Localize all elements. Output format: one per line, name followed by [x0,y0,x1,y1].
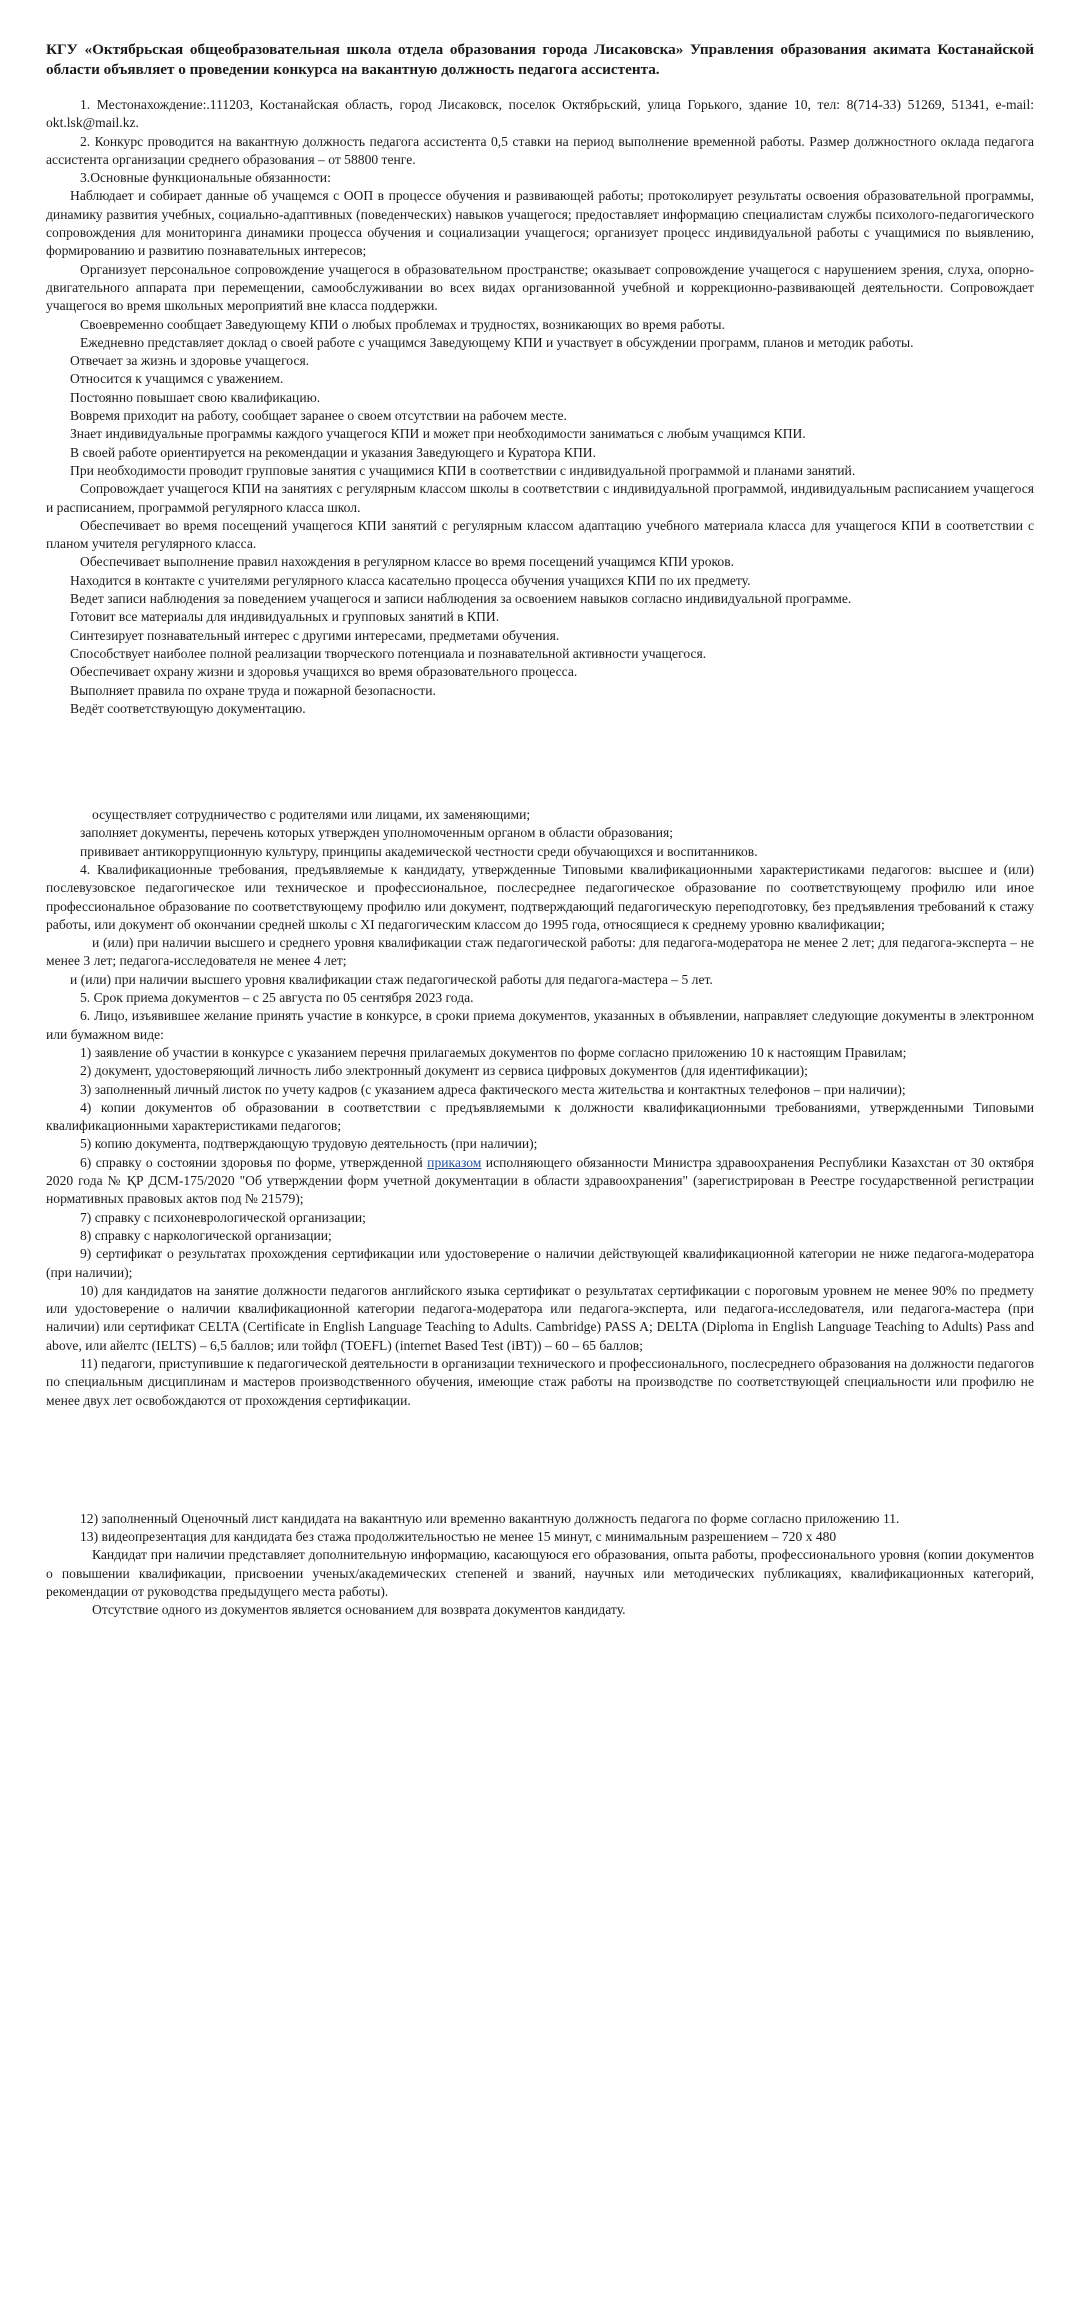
list-item-text: исполняющего обязанности Министра здравоохранения Республики Казахстан от 30 октября 2020 года № ҚР ДСМ-175/2020 "Об утверждении форм учетной документации в области здравоохранения" (зарегистрирован в Реестре государственной регистрации нормативных правовых актов под № 21579); [46,1154,1034,1207]
paragraph-qualification: и (или) при наличии высшего и среднего уровня квалификации стаж педагогической работы: для педагога-модератора не менее 2 лет; для педагога-эксперта – не менее 3 лет; педагога-исследователя не менее 4 лет; [46,935,1034,969]
blank-space [46,1410,1034,1510]
paragraph-duty: Вовремя приходит на работу, сообщает заранее о своем отсутствии на рабочем месте. [70,408,567,424]
paragraph-duty: При необходимости проводит групповые занятия с учащимися КПИ в соответствии с индивидуальной программой и планами занятий. [70,462,856,478]
paragraph-location: 1. Местонахождение:.111203, Костанайская область, город Лисаковск, поселок Октябрьский, улица Горького, здание 10, тел: 8(714-33) 51269, 51341, e-mail: okt.lsk@mail.kz. [46,97,1034,131]
list-item: 8) справку с наркологической организации; [80,1227,332,1243]
list-item: 7) справку с психоневрологической организации; [80,1209,366,1225]
order-link[interactable]: приказом [427,1154,482,1170]
paragraph-duty: Способствует наиболее полной реализации творческого потенциала и познавательной активности учащегося. [70,645,707,661]
paragraph-competition: 2. Конкурс проводится на вакантную должность педагога ассистента 0,5 ставки на период выполнение временной работы. Размер должностного оклада педагога ассистента организации среднего образования – от 58800 тенге. [46,133,1034,167]
paragraph-qualification: 4. Квалификационные требования, предъявляемые к кандидату, утвержденные Типовыми квалификационными характеристиками педагогов: высшее и (или) послевузовское педагогическое или техническое и профессиональное, послесреднее педагогическое образование по соответствующему профилю или иное профессиональное образование по соответствующему профилю или документ, подтверждающий педагогическую переподготовку, без предъявления требований к стажу работы, или документ об окончании средней школы с XI педагогическим классом до 1995 года, относящиеся к среднему уровню квалификации; [46,861,1034,932]
paragraph-duty: Синтезирует познавательный интерес с другими интересами, предметами обучения. [70,627,560,643]
paragraph-duty: Ведет записи наблюдения за поведением учащегося и записи наблюдения за освоением навыков согласно индивидуальной программе. [70,591,852,607]
paragraph-documents-intro: 6. Лицо, изъявившее желание принять участие в конкурсе, в сроки приема документов, указанных в объявлении, направляет следующие документы в электронном или бумажном виде: [46,1008,1034,1042]
list-item: 11) педагоги, приступившие к педагогической деятельности в организации технического и профессионального, послесреднего образования на должности педагогов по специальным дисциплинам и мастеров производственного обучения, имеющие стаж работы на производстве по соответствующей специальности или профилю не менее двух лет освобождаются от прохождения сертификации. [46,1356,1034,1408]
paragraph-duty: В своей работе ориентируется на рекомендации и указания Заведующего и Куратора КПИ. [70,444,596,460]
paragraph-duty: Постоянно повышает свою квалификацию. [70,389,321,405]
document-page [46,40,1034,1620]
paragraph-duty: Обеспечивает охрану жизни и здоровья учащихся во время образовательного процесса. [70,664,578,680]
paragraph-qualification: и (или) при наличии высшего уровня квалификации стаж педагогической работы для педагога-мастера – 5 лет. [70,971,713,987]
paragraph-duty: Организует персональное сопровождение учащегося в образовательном пространстве; оказывает сопровождение учащегося с нарушением зрения, слуха, опорно-двигательного аппарата при перемещении, самообслуживании во всех видах организованной учебной и коррекционно-развивающей деятельности. Сопровождает учащегося во время школьных мероприятий вне класса поддержки. [46,261,1034,314]
paragraph-duty: Готовит все материалы для индивидуальных и групповых занятий в КПИ. [70,609,500,625]
list-item: 10) для кандидатов на занятие должности педагогов английского языка сертификат о результатах сертификации с пороговым уровнем не менее 90% по предмету или удостоверение о наличии квалификационной категории педагога-модератора или педагога-эксперта, или педагога-исследователя, или педагога-мастера (при наличии) или сертификат CELTA (Certificate in English Language Teaching to Adults. Cambridge) PASS A; DELTA (Diploma in English Language Teaching to Adults) Pass and above, или айелтс (IELTS) – 6,5 баллов; или тойфл (TOEFL) (internet Based Test (iBT)) – 60 – 65 баллов; [46,1282,1034,1353]
paragraph-duty: Находится в контакте с учителями регулярного класса касательно процесса обучения учащихся КПИ по их предмету. [70,572,751,588]
list-item: 9) сертификат о результатах прохождения сертификации или удостоверение о наличии действующей квалификационной категории не ниже педагога-модератора (при наличии); [46,1246,1034,1280]
list-item: 3) заполненный личный листок по учету кадров (с указанием адреса фактического места жительства и контактных телефонов – при наличии); [80,1081,906,1097]
paragraph-duty: Своевременно сообщает Заведующему КПИ о любых проблемах и трудностях, возникающих во время работы. [80,316,725,332]
paragraph-duty: Обеспечивает во время посещений учащегося КПИ занятий с регулярным классом адаптацию учебного материала класса для учащегося КПИ в соответствии с планом учителя регулярного класса. [46,517,1034,552]
paragraph-duty: Относится к учащимся с уважением. [70,371,284,387]
list-item: 5) копию документа, подтверждающую трудовую деятельность (при наличии); [80,1136,538,1152]
paragraph-duty: осуществляет сотрудничество с родителями или лицами, их заменяющими; [92,807,531,823]
list-item: 1) заявление об участии в конкурсе с указанием перечня прилагаемых документов по форме согласно приложению 10 к настоящим Правилам; [80,1044,907,1060]
paragraph-duty: Наблюдает и собирает данные об учащемся с ООП в процессе обучения и развивающей работы; протоколирует результаты освоения образовательной программы, динамику развития учебных, социально-адаптивных (поведенческих) навыков учащегося; предоставляет информацию специалистам службы психолого-педагогического сопровождения для мониторинга динамики процесса обучения и социализации учащегося; организует процесс индивидуальной работы с учащимися по выявлению, формированию и развитию познавательных интересов; [46,188,1034,259]
paragraph-duty: Выполняет правила по охране труда и пожарной безопасности. [70,682,436,698]
paragraph-duty: Ведёт соответствующую документацию. [70,700,306,716]
paragraph-missing-documents: Отсутствие одного из документов является основанием для возврата документов кандидату. [92,1602,626,1618]
list-item: 13) видеопрезентация для кандидата без стажа продолжительностью не менее 15 минут, с минимальным разрешением – 720 x 480 [80,1529,837,1545]
list-item: 2) документ, удостоверяющий личность либо электронный документ из сервиса цифровых документов (для идентификации); [80,1063,808,1079]
list-item [46,1154,1034,1209]
paragraph-duty: Знает индивидуальные программы каждого учащегося КПИ и может при необходимости заниматься с любым учащимся КПИ. [70,426,806,442]
list-item: 4) копии документов об образовании в соответствии с предъявляемыми к должности квалификационными требованиями, утвержденными Типовыми квалификационными характеристиками педагогов; [46,1099,1034,1134]
paragraph-duty: Сопровождает учащегося КПИ на занятиях с регулярным классом школы в соответствии с индивидуальной программой, индивидуальным расписанием учащегося и расписанием, программой регулярного класса школ. [46,481,1034,515]
document-title: КГУ «Октябрьская общеобразовательная школа отдела образования города Лисаковска» Управления образования акимата Костанайской области объявляет о проведении конкурса на вакантную должность педагога ассистента. [46,41,1034,78]
paragraph-duty: Отвечает за жизнь и здоровье учащегося. [70,353,310,369]
paragraph-duty: прививает антикоррупционную культуру, принципы академической честности среди обучающихся и воспитанников. [80,843,758,859]
paragraph-duty: Ежедневно представляет доклад о своей работе с учащимся Заведующему КПИ и участвует в обсуждении программ, планов и методик работы. [80,334,914,350]
list-item: 12) заполненный Оценочный лист кандидата на вакантную или временно вакантную должность педагога по форме согласно приложению 11. [80,1510,900,1526]
paragraph-duty: заполняет документы, перечень которых утвержден уполномоченным органом в области образования; [80,825,674,841]
list-item-text: 6) справку о состоянии здоровья по форме, утвержденной [80,1154,428,1170]
paragraph-additional-info: Кандидат при наличии представляет дополнительную информацию, касающуюся его образования, опыта работы, профессионального уровня (копии документов о повышении квалификации, присвоении ученых/академических степеней и званий, научных или методических публикациях, квалификационных категорий, рекомендации от руководства предыдущего места работы). [46,1547,1034,1600]
paragraph-duties-heading: 3.Основные функциональные обязанности: [80,170,331,186]
paragraph-duty: Обеспечивает выполнение правил нахождения в регулярном классе во время посещений учащимся КПИ уроков. [80,554,735,570]
paragraph-deadline: 5. Срок приема документов – с 25 августа по 05 сентября 2023 года. [80,990,474,1006]
blank-space [46,718,1034,806]
